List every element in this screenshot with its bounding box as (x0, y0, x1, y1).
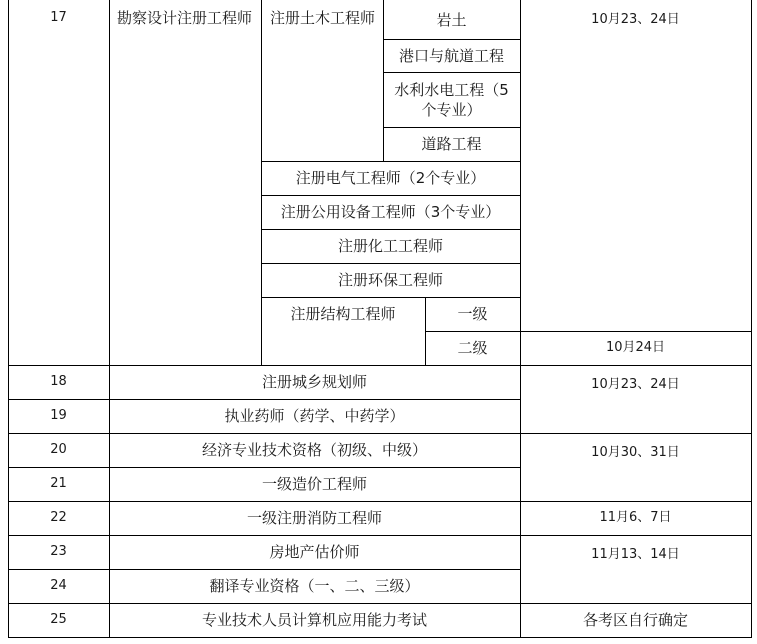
exam-name: 房地产估价师 (269, 543, 360, 561)
exam-date: 11月6、7日 (599, 510, 672, 525)
exam-name: 一级注册消防工程师 (246, 509, 382, 527)
grid-line (261, 0, 262, 365)
row-number: 25 (50, 612, 67, 627)
structural-level-1: 一级 (457, 305, 488, 323)
exam-name: 经济专业技术资格（初级、中级） (201, 441, 427, 459)
chemical-engineer-cell: 注册化工工程师 (337, 237, 443, 255)
civil-engineer-cell: 注册土木工程师 (270, 9, 376, 27)
grid-line (8, 569, 520, 570)
grid-line (383, 127, 520, 128)
grid-line (8, 365, 752, 366)
exam-name: 专业技术人员计算机应用能力考试 (201, 611, 427, 629)
grid-line (261, 263, 520, 264)
exam-date: 11月13、14日 (591, 547, 680, 562)
exam-name: 翻译专业资格（一、二、三级） (209, 577, 420, 595)
exam-name: 注册城乡规划师 (261, 373, 367, 391)
row-number: 21 (50, 476, 67, 491)
grid-line (383, 39, 520, 40)
grid-line (109, 0, 110, 637)
exam-date: 10月30、31日 (591, 445, 680, 460)
grid-line (8, 399, 520, 400)
exam-date: 10月23、24日 (591, 377, 680, 392)
grid-line (751, 0, 752, 637)
exam-date: 各考区自行确定 (582, 611, 688, 629)
civil-sub-hydraulic: 水利水电工程（5个专业） (394, 80, 509, 119)
exam-date: 10月23、24日 (591, 12, 680, 27)
category-cell: 勘察设计注册工程师 (117, 9, 253, 27)
environmental-engineer-cell: 注册环保工程师 (337, 271, 443, 289)
grid-line (261, 161, 520, 162)
row-number: 23 (50, 544, 67, 559)
grid-line (8, 535, 752, 536)
grid-line (425, 331, 751, 332)
exam-name: 执业药师（药学、中药学） (224, 407, 405, 425)
grid-line (8, 467, 520, 468)
civil-sub-port-waterway: 港口与航道工程 (398, 46, 504, 65)
grid-line (383, 72, 520, 73)
structural-level-2: 二级 (457, 339, 488, 357)
row-number: 22 (50, 510, 67, 525)
row-number: 24 (50, 578, 67, 593)
row-number: 18 (50, 374, 67, 389)
exam-date: 10月24日 (605, 340, 666, 355)
row-number: 19 (50, 408, 67, 423)
grid-line (8, 0, 9, 637)
row-number: 17 (50, 10, 67, 25)
civil-sub-geotechnical: 岩土 (436, 10, 467, 29)
civil-sub-road: 道路工程 (421, 135, 482, 153)
grid-line (261, 229, 520, 230)
grid-line (520, 0, 521, 637)
grid-line (261, 297, 520, 298)
electrical-engineer-cell: 注册电气工程师（2个专业） (295, 169, 486, 187)
grid-line (383, 0, 384, 161)
exam-name: 一级造价工程师 (261, 475, 367, 493)
grid-line (8, 603, 752, 604)
structural-engineer-cell: 注册结构工程师 (290, 305, 396, 323)
grid-line (8, 501, 752, 502)
grid-line (8, 637, 752, 638)
public-equipment-engineer-cell: 注册公用设备工程师（3个专业） (280, 203, 501, 221)
row-number: 20 (50, 442, 67, 457)
grid-line (8, 433, 752, 434)
grid-line (261, 195, 520, 196)
